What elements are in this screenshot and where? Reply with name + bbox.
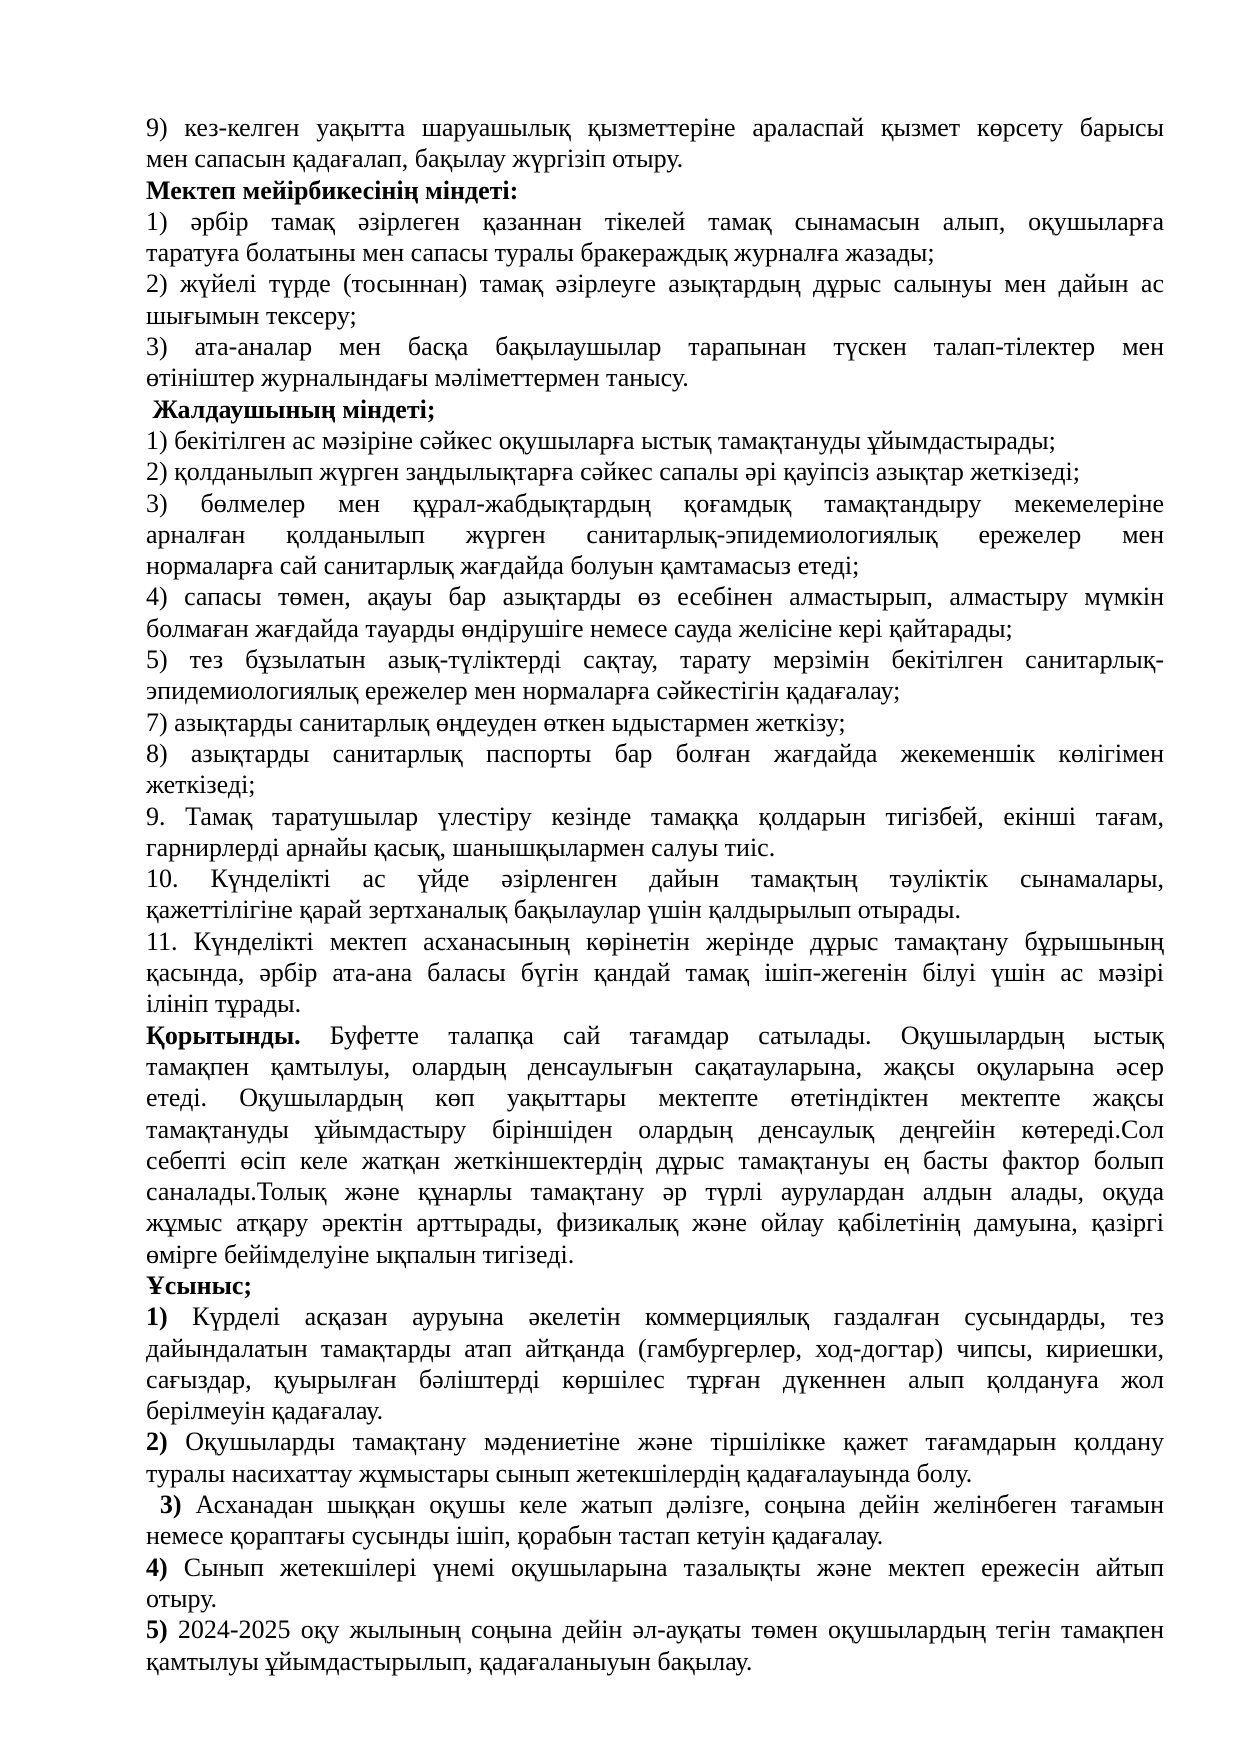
text-line xyxy=(146,206,1164,237)
text-run: етеді. Оқушылардың көп уақыттары мектепте өтетіндіктен мектепте жақсы xyxy=(146,1083,1164,1113)
bold-text-run: 1) xyxy=(146,1302,168,1332)
text-run: туралы насихаттау жұмыстары сынып жетекшілердің қадағалауында болу. xyxy=(146,1458,973,1488)
text-run: 4) сапасы төмен, ақауы бар азықтарды өз есебінен алмастырып, алмастыру мүмкін xyxy=(146,582,1164,612)
text-line xyxy=(146,1489,1164,1520)
text-run: Буфетте талапқа сай тағамдар сатылады. Оқушылардың ыстық xyxy=(300,1020,1164,1050)
text-line xyxy=(146,1051,1164,1082)
bold-text-run: 3) xyxy=(146,1490,182,1520)
text-run: 10. Күнделікті ас үйде әзірленген дайын тамақтың тәуліктік сынамалары, xyxy=(146,864,1164,894)
text-line xyxy=(146,1395,1164,1426)
text-line xyxy=(146,707,1164,738)
text-run: сағыздар, қуырылған бәліштерді көршілес тұрған дүкеннен алып қолдануға жол xyxy=(146,1364,1164,1394)
text-run: 2) жүйелі түрде (тосыннан) тамақ әзірлеуге азықтардың дұрыс салынуы мен дайын ас xyxy=(146,269,1164,299)
text-run: мен сапасын қадағалап, бақылау жүргізіп отыру. xyxy=(146,144,684,174)
text-line xyxy=(146,1020,1164,1051)
section-heading xyxy=(146,394,1164,425)
text-run: эпидемиологиялық ережелер мен нормаларға сәйкестігін қадағалау; xyxy=(146,676,901,706)
text-line xyxy=(146,1552,1164,1583)
text-run: таратуға болатыны мен сапасы туралы бракераждық журналға жазады; xyxy=(146,238,935,268)
text-run: 1) бекітілген ас мәзіріне сәйкес оқушыларға ыстық тамақтануды ұйымдастырады; xyxy=(146,425,1056,455)
text-line xyxy=(146,863,1164,894)
text-run: қамтылуы ұйымдастырылып, қадағаланыуын бақылау. xyxy=(146,1646,753,1676)
text-run: 8) азықтарды санитарлық паспорты бар болған жағдайда жекеменшік көлігімен xyxy=(146,738,1164,768)
text-run: жұмыс атқару әректін арттырады, физикалық және ойлау қабілетінің дамуына, қазіргі xyxy=(146,1208,1164,1238)
text-run: тамақпен қамтылуы, олардың денсаулығын сақатауларына, жақсы оқуларына әсер xyxy=(146,1051,1164,1081)
text-run: жеткізеді; xyxy=(146,770,256,800)
text-line xyxy=(146,1614,1164,1645)
text-line xyxy=(146,488,1164,519)
text-line xyxy=(146,675,1164,706)
text-line xyxy=(146,832,1164,863)
text-run: гарнирлерді арнайы қасық, шанышқылармен салуы тиіс. xyxy=(146,832,776,862)
text-line xyxy=(146,1207,1164,1238)
text-line xyxy=(146,926,1164,957)
text-line xyxy=(146,1520,1164,1551)
text-run: Оқушыларды тамақтану мәдениетіне және тіршілікке қажет тағамдарын қолдану xyxy=(167,1427,1164,1457)
text-line xyxy=(146,1114,1164,1145)
text-run: 3) ата-аналар мен басқа бақылаушылар тарапынан түскен талап-тілектер мен xyxy=(146,332,1164,362)
text-line xyxy=(146,957,1164,988)
text-line xyxy=(146,112,1164,143)
text-line xyxy=(146,1333,1164,1364)
text-line xyxy=(146,1646,1164,1677)
text-run: отыру. xyxy=(146,1583,218,1613)
section-heading xyxy=(146,1270,1164,1301)
text-line xyxy=(146,550,1164,581)
text-line xyxy=(146,769,1164,800)
text-run: 1) әрбір тамақ әзірлеген қазаннан тікелей тамақ сынамасын алып, оқушыларға xyxy=(146,206,1164,236)
text-line xyxy=(146,1176,1164,1207)
bold-text-run: Қорытынды. xyxy=(146,1020,301,1050)
text-run: 3) бөлмелер мен құрал-жабдықтардың қоғамдық тамақтандыру мекемелеріне xyxy=(146,488,1164,518)
text-run: Күрделі асқазан ауруына әкелетін коммерциялық газдалған сусындарды, тез xyxy=(167,1302,1164,1332)
text-run: шығымын тексеру; xyxy=(146,300,357,330)
text-line xyxy=(146,581,1164,612)
section-heading xyxy=(146,175,1164,206)
text-run: ілініп тұрады. xyxy=(146,989,302,1019)
text-run: саналады.Толық және құнарлы тамақтану әр түрлі аурулардан алдын алады, оқуда xyxy=(146,1177,1164,1207)
text-run: немесе қораптағы сусынды ішіп, қорабын тастап кетуін қадағалау. xyxy=(146,1521,884,1551)
text-line xyxy=(146,362,1164,393)
text-line xyxy=(146,1364,1164,1395)
text-run: 7) азықтарды санитарлық өңдеуден өткен ыдыстармен жеткізу; xyxy=(146,707,846,737)
text-line xyxy=(146,1239,1164,1270)
text-line xyxy=(146,331,1164,362)
text-run: 9. Тамақ таратушылар үлестіру кезінде тамаққа қолдарын тигізбей, екінші тағам, xyxy=(146,801,1164,831)
text-run: қасында, әрбір ата-ана баласы бүгін қандай тамақ ішіп-жегенін білуі үшін ас мәзірі xyxy=(146,958,1164,988)
bold-text-run: 4) xyxy=(146,1552,168,1582)
text-line xyxy=(146,1301,1164,1332)
text-line xyxy=(146,425,1164,456)
text-line xyxy=(146,1145,1164,1176)
text-run: тамақтануды ұйымдастыру біріншіден олардың денсаулық деңгейін көтереді.Сол xyxy=(146,1114,1164,1144)
bold-text-run: Жалдаушының міндеті; xyxy=(146,394,436,424)
text-run: дайындалатын тамақтарды атап айтқанда (гамбургерлер, ход-догтар) чипсы, кириешки, xyxy=(146,1333,1164,1363)
text-line xyxy=(146,300,1164,331)
text-line xyxy=(146,456,1164,487)
text-run: болмаған жағдайда тауарды өндірушіге немесе сауда желісіне кері қайтарады; xyxy=(146,613,1013,643)
text-line xyxy=(146,268,1164,299)
bold-text-run: Ұсыныс; xyxy=(146,1270,253,1300)
document-body xyxy=(146,112,1164,1677)
text-line xyxy=(146,1082,1164,1113)
text-line xyxy=(146,237,1164,268)
text-run: Асханадан шыққан оқушы келе жатып дәлізге, соңына дейін желінбеген тағамын xyxy=(181,1490,1164,1520)
text-line xyxy=(146,644,1164,675)
bold-text-run: 2) xyxy=(146,1427,168,1457)
text-line xyxy=(146,1458,1164,1489)
text-run: Сынып жетекшілері үнемі оқушыларына тазалықты және мектеп ережесін айтып xyxy=(167,1552,1164,1582)
text-run: нормаларға сай санитарлық жағдайда болуын қамтамасыз етеді; xyxy=(146,551,860,581)
text-line xyxy=(146,143,1164,174)
text-line xyxy=(146,894,1164,925)
bold-text-run: Мектеп мейірбикесінің міндеті: xyxy=(146,175,519,205)
text-run: берілмеуін қадағалау. xyxy=(146,1396,384,1426)
text-run: 9) кез-келген уақытта шаруашылық қызметтеріне араласпай қызмет көрсету барысы xyxy=(146,113,1164,142)
text-line xyxy=(146,801,1164,832)
text-run: 5) тез бұзылатын азық-түліктерді сақтау, тарату мерзімін бекітілген санитарлық- xyxy=(146,645,1164,675)
text-run: 11. Күнделікті мектеп асханасының көрінетін жерінде дұрыс тамақтану бұрышының xyxy=(146,926,1164,956)
text-run: өмірге бейімделуіне ықпалын тигізеді. xyxy=(146,1239,575,1269)
text-run: 2024-2025 оқу жылының соңына дейін әл-ауқаты төмен оқушылардың тегін тамақпен xyxy=(167,1615,1164,1645)
text-run: арналған қолданылып жүрген санитарлық-эпидемиологиялық ережелер мен xyxy=(146,519,1164,549)
text-run: себепті өсіп келе жатқан жеткіншектердің дұрыс тамақтануы ең басты фактор болып xyxy=(146,1145,1164,1175)
text-run: қажеттілігіне қарай зертханалық бақылаулар үшін қалдырылып отырады. xyxy=(146,895,961,925)
text-run: 2) қолданылып жүрген заңдылықтарға сәйкес сапалы әрі қауіпсіз азықтар жеткізеді; xyxy=(146,457,1080,487)
text-line xyxy=(146,1426,1164,1457)
text-line xyxy=(146,519,1164,550)
text-run: өтініштер журналындағы мәліметтермен танысу. xyxy=(146,363,689,393)
bold-text-run: 5) xyxy=(146,1615,168,1645)
text-line xyxy=(146,738,1164,769)
text-line xyxy=(146,988,1164,1019)
text-line xyxy=(146,1583,1164,1614)
text-line xyxy=(146,613,1164,644)
